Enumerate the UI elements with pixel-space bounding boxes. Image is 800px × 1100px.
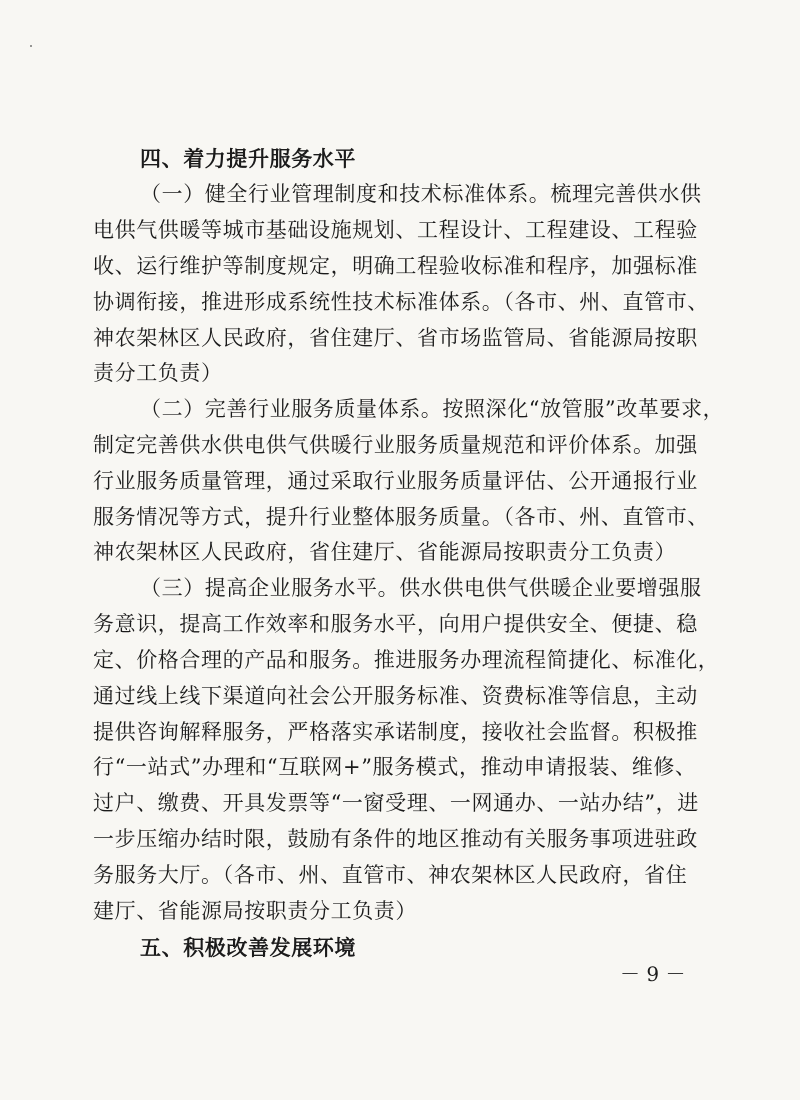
- text-line: 一步压缩办结时限，鼓励有条件的地区推动有关服务事项进驻政: [93, 827, 698, 851]
- text-line: 务服务大厅。（各市、州、直管市、神农架林区人民政府，省住: [93, 863, 688, 887]
- text-line: 神农架林区人民政府，省住建厅、省市场监管局、省能源局按职: [93, 326, 698, 350]
- text-line: 收、运行维护等制度规定，明确工程验收标准和程序，加强标准: [93, 254, 698, 278]
- text-line: 协调衔接，推进形成系统性技术标准体系。（各市、州、直管市、: [93, 290, 709, 314]
- section-heading-4: 四、着力提升服务水平: [140, 147, 356, 171]
- text-line: 行“一站式”办理和“互联网+”服务模式，推动申请报装、维修、: [93, 755, 697, 779]
- text-line: 务意识，提高工作效率和服务水平，向用户提供安全、便捷、稳: [93, 612, 698, 636]
- text-line: 行业服务质量管理，通过采取行业服务质量评估、公开通报行业: [93, 469, 698, 493]
- text-line: 建厅、省能源局按职责分工负责）: [93, 899, 417, 923]
- text-line: （二）完善行业服务质量体系。按照深化“放管服”改革要求，: [140, 397, 725, 421]
- text-line: 电供气供暖等城市基础设施规划、工程设计、工程建设、工程验: [93, 218, 698, 242]
- text-line: 提供咨询解释服务，严格落实承诺制度，接收社会监督。积极推: [93, 720, 698, 744]
- text-line: 制定完善供水供电供气供暖行业服务质量规范和评价体系。加强: [93, 433, 698, 457]
- text-line: 过户、缴费、开具发票等“一窗受理、一网通办、一站办结”，进: [93, 791, 699, 815]
- text-line: 服务情况等方式，提升行业整体服务质量。（各市、州、直管市、: [93, 505, 709, 529]
- text-line: 定、价格合理的产品和服务。推进服务办理流程简捷化、标准化，: [93, 648, 720, 672]
- text-line: 责分工负责）: [93, 361, 223, 385]
- section-heading-5: 五、积极改善发展环境: [140, 936, 356, 960]
- text-line: （三）提高企业服务水平。供水供电供气供暖企业要增强服: [140, 576, 702, 600]
- text-line: 通过线上线下渠道向社会公开服务标准、资费标准等信息，主动: [93, 684, 698, 708]
- scan-speck: [30, 45, 32, 47]
- text-line: 神农架林区人民政府，省住建厅、省能源局按职责分工负责）: [93, 540, 677, 564]
- page-number: － 9 －: [620, 962, 686, 986]
- text-line: （一）健全行业管理制度和技术标准体系。梳理完善供水供: [140, 182, 702, 206]
